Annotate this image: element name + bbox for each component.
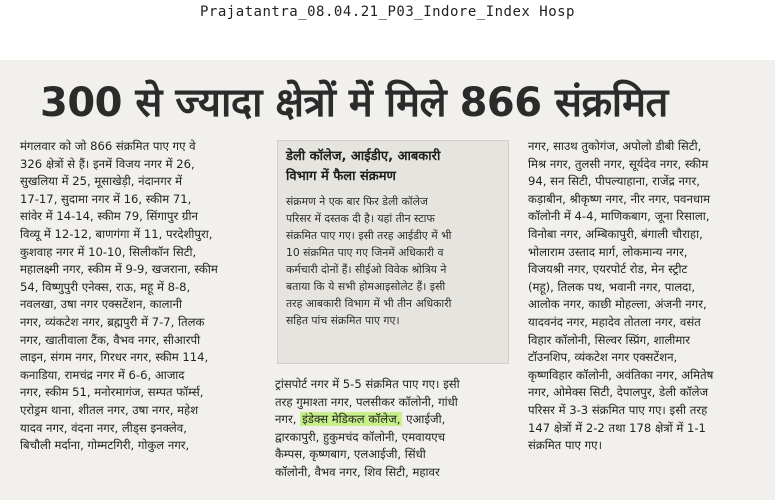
line-text: नगर, <box>275 412 301 427</box>
middle-column-line: ट्रांसपोर्ट नगर में 5-5 संक्रमित पाए गए। इसी <box>275 377 460 391</box>
right-column-line: विनोबा नगर, अम्बिकापुरी, बंगाली चौराहा, <box>528 226 703 241</box>
highlighted-text: इंडेक्स मेडिकल कॉलेज, <box>302 412 401 427</box>
middle-column <box>275 376 520 482</box>
right-column-line: (महू), तिलक पथ, भवानी नगर, पालदा, <box>528 279 696 294</box>
left-column-line: सांवेर में 14-14, स्कीम 79, सिंगापुर ग्रीन <box>20 209 198 224</box>
box-body-line: संक्रमण ने एक बार फिर डेली कॉलेज <box>286 195 428 208</box>
middle-column-line: तरह गुमाश्ता नगर, पलसीकर कॉलोनी, गांधी <box>275 394 458 409</box>
box-body-line: 10 संक्रमित पाए गए जिनमें अधिकारी व <box>286 246 444 259</box>
right-column-line: नगर, साउथ तुकोगंज, अपोलो डीबी सिटी, <box>528 139 702 153</box>
middle-column-line: कैम्पस, कृष्णबाग, एलआईजी, सिंधी <box>275 447 426 462</box>
box-body-line: तरह आबकारी विभाग में भी तीन अधिकारी <box>286 297 452 310</box>
left-column-line: कनाडिया, रामचंद्र नगर में 6-6, आजाद <box>20 367 185 382</box>
box-body <box>278 187 508 329</box>
left-column-line: सुखलिया में 25, मूसाखेड़ी, नंदानगर में <box>20 174 183 189</box>
right-column-line: विहार कॉलोनी, सिल्वर स्प्रिंग, शालीमार <box>528 332 690 347</box>
right-column-line: 94, सन सिटी, पीपल्याहाना, राजेंद्र नगर, <box>528 174 700 189</box>
middle-column-line: कॉलोनी, वैभव नगर, शिव सिटी, महावर <box>275 464 440 479</box>
right-column-line: नगर, ओमेक्स सिटी, देपालपुर, डेली कॉलेज <box>528 385 709 400</box>
image-caption: Prajatantra_08.04.21_P03_Indore_Index Hosp <box>199 4 575 20</box>
right-column-line: कॉलोनी में 4-4, माणिकबाग, जूना रिसाला, <box>528 209 710 224</box>
box-body-line: सहित पांच संक्रमित पाए गए। <box>286 314 400 327</box>
middle-column-line <box>275 411 520 429</box>
box-body-line: संक्रमित पाए गए। इसी तरह आईडीए में भी <box>286 229 452 242</box>
sidebar-box <box>277 140 509 364</box>
right-column-line: आलोक नगर, काछी मोहल्ला, अंजनी नगर, <box>528 297 707 312</box>
left-column-line: बिचौली मर्दाना, गोम्मटगिरी, गोकुल नगर, <box>20 438 190 453</box>
line-text: एआईजी, <box>402 412 446 427</box>
left-column-line: नगर, व्यंकटेश नगर, ब्रह्मपुरी में 7-7, तिलक <box>20 314 205 329</box>
left-column-line: नगर, खातीवाला टैंक, वैभव नगर, सीआरपी <box>20 332 201 347</box>
left-column-line: एरोड्रम थाना, शीतल नगर, उषा नगर, महेश <box>20 402 199 417</box>
box-title <box>278 141 508 187</box>
box-body-line: बताया कि ये सभी होमआइसोलेट हैं। इसी <box>286 280 446 293</box>
headline: 300 से ज्यादा क्षेत्रों में मिले 866 संक्रमित <box>40 80 668 126</box>
box-body-line: परिसर में दस्तक दी है। यहां तीन स्टाफ <box>286 212 435 225</box>
right-column-line: टॉउनशिप, व्यंकटेश नगर एक्सटेंशन, <box>528 350 678 365</box>
left-column-line: 326 क्षेत्रों से हैं। इनमें विजय नगर में 26, <box>20 156 195 171</box>
box-title-line: डेली कॉलेज, आईडीए, आबकारी <box>286 149 441 164</box>
newspaper-clipping <box>0 60 775 500</box>
right-column-line: 147 क्षेत्रों में 2-2 तथा 178 क्षेत्रों में 1-1 <box>528 420 706 435</box>
left-column-line: 54, विष्णुपुरी एनेक्स, राऊ, महू में 8-8, <box>20 279 191 294</box>
left-column-line: नवलखा, उषा नगर एक्सटेंशन, कालानी <box>20 297 182 312</box>
left-column-line: कुशवाह नगर में 10-10, सिलीकॉन सिटी, <box>20 244 197 259</box>
left-column-line: नगर, स्कीम 51, मनोरमागंज, सम्पत फॉर्म्स, <box>20 385 204 400</box>
right-column-line: संक्रमित पाए गए। <box>528 438 602 453</box>
right-column <box>528 138 773 455</box>
box-title-line: विभाग में फैला संक्रमण <box>286 169 396 184</box>
right-column-line: भोलाराम उस्ताद मार्ग, लोकमान्य नगर, <box>528 244 688 259</box>
middle-column-line: द्वारकापुरी, हुकुमचंद कॉलोनी, एमवायएच <box>275 429 446 444</box>
left-column-line: 17-17, सुदामा नगर में 16, स्कीम 71, <box>20 191 192 206</box>
right-column-line: कड़ाबीन, श्रीकृष्ण नगर, नीर नगर, पवनधाम <box>528 191 710 206</box>
left-column-line: मंगलवार को जो 866 संक्रमित पाए गए वे <box>20 139 196 153</box>
right-column-line: कृष्णविहार कॉलोनी, अवंतिका नगर, अमितेष <box>528 367 714 382</box>
box-body-line: कर्मचारी दोनों हैं। सीईओ विवेक श्रोत्रिय ने <box>286 263 447 276</box>
left-column-line: यादव नगर, वंदना नगर, लीड्स इनक्लेव, <box>20 420 187 435</box>
right-column-line: परिसर में 3-3 संक्रमित पाए गए। इसी तरह <box>528 402 708 417</box>
right-column-line: यादवनंद नगर, महादेव तोतला नगर, वसंत <box>528 314 701 329</box>
right-column-line: मिश्र नगर, तुलसी नगर, सूर्यदेव नगर, स्कीम <box>528 156 709 171</box>
left-column-line: विव्यू में 12-12, बाणगंगा में 11, परदेशीपुरा, <box>20 226 213 241</box>
right-column-line: विजयश्री नगर, एयरपोर्ट रोड, मेन स्ट्रीट <box>528 262 688 277</box>
left-column-line: महालक्ष्मी नगर, स्कीम में 9-9, खजराना, स्कीम <box>20 262 218 277</box>
left-column-line: लाइन, संगम नगर, गिरधर नगर, स्कीम 114, <box>20 350 209 365</box>
left-column <box>20 138 265 455</box>
